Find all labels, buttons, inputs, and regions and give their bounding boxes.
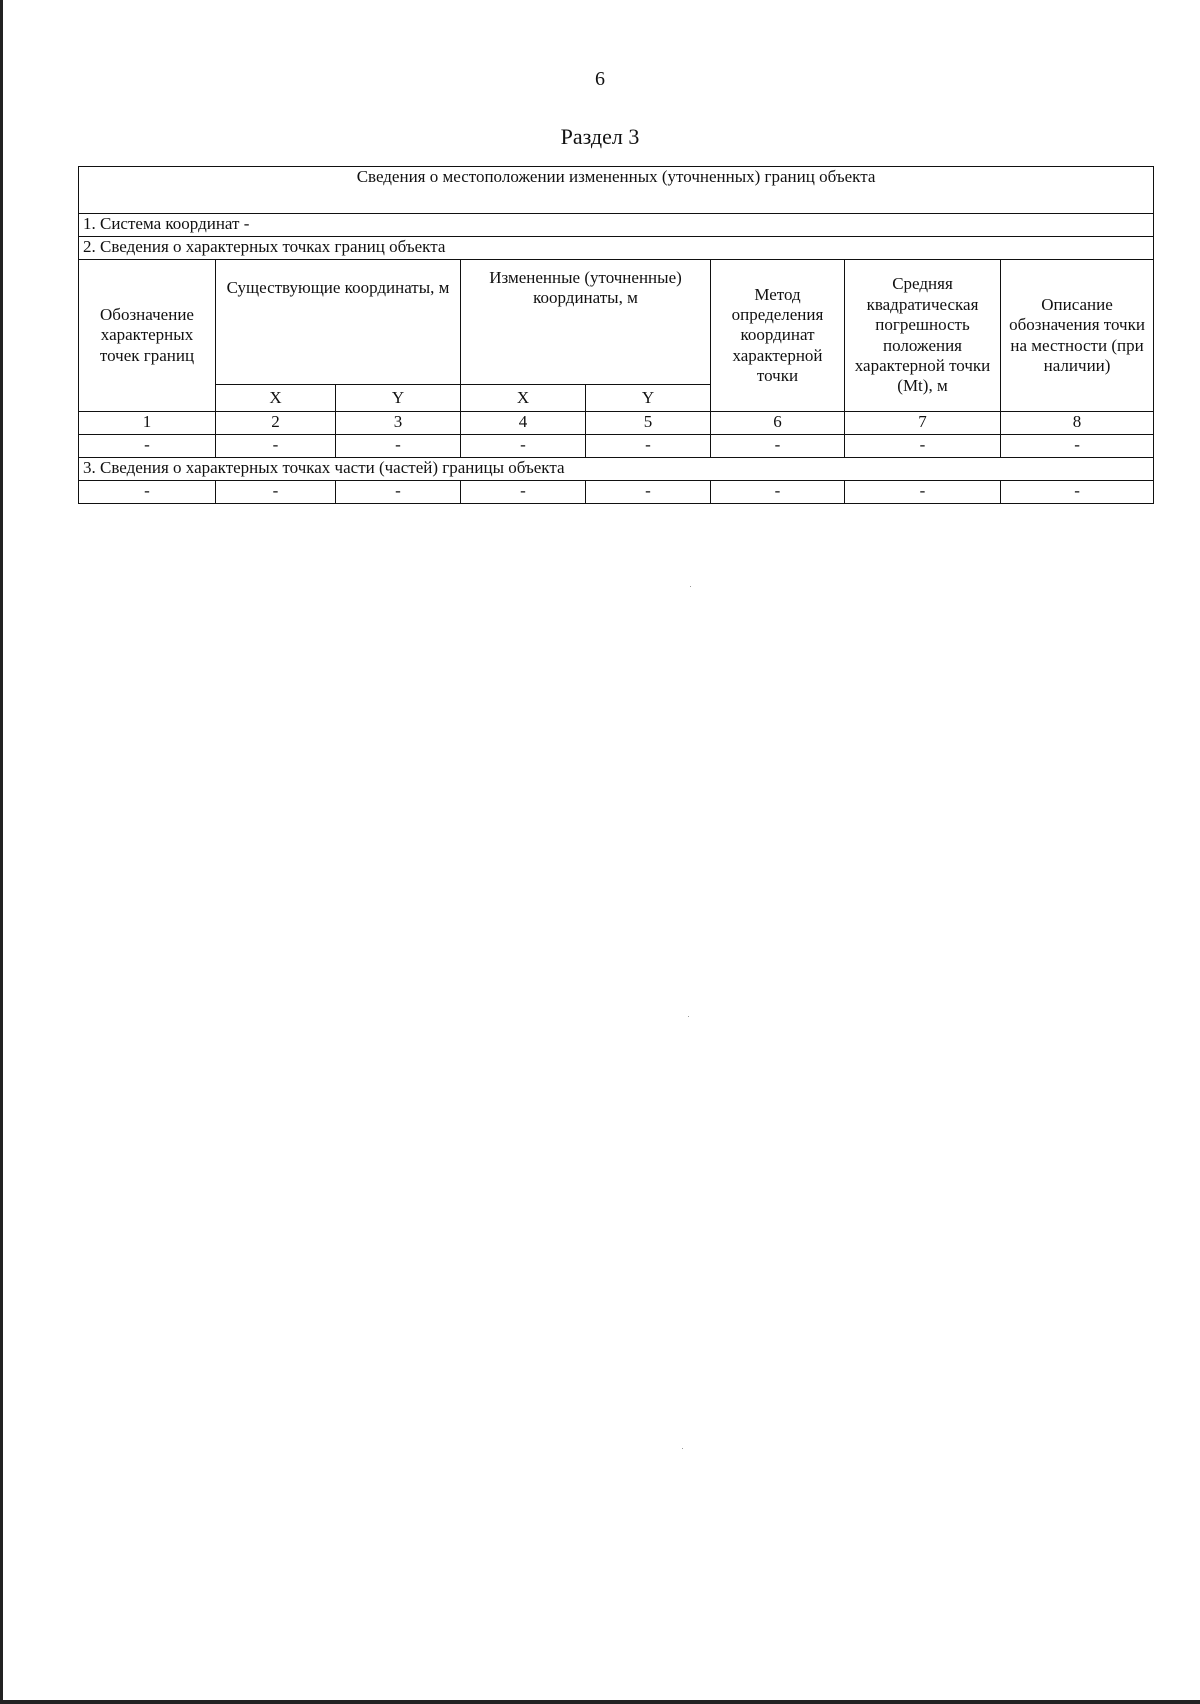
column-number: 5 <box>586 412 711 435</box>
points-cell: - <box>711 435 845 458</box>
points-cell: - <box>79 435 216 458</box>
parts-cell: - <box>216 481 336 504</box>
header-description: Описание обозначения точки на местности (при наличии) <box>1001 260 1154 412</box>
header-existing-x: X <box>216 385 336 412</box>
points-cell: - <box>586 435 711 458</box>
points-heading: 2. Сведения о характерных точках границ объекта <box>79 237 1154 260</box>
points-cell: - <box>461 435 586 458</box>
parts-cell: - <box>336 481 461 504</box>
column-number: 7 <box>845 412 1001 435</box>
coord-system-row: 1. Система координат - <box>79 214 1154 237</box>
points-cell: - <box>1001 435 1154 458</box>
parts-cell: - <box>1001 481 1154 504</box>
column-number: 4 <box>461 412 586 435</box>
header-changed-x: X <box>461 385 586 412</box>
parts-cell: - <box>79 481 216 504</box>
parts-cell: - <box>461 481 586 504</box>
column-number: 2 <box>216 412 336 435</box>
scan-edge-left <box>0 0 3 1704</box>
header-method: Метод определения координат характерной точки <box>711 260 845 412</box>
header-existing-coords: Существующие координаты, м <box>216 260 461 385</box>
scan-speck <box>688 1016 689 1017</box>
section-title: Раздел 3 <box>560 124 640 149</box>
table-title: Сведения о местоположении измененных (уточненных) границ объекта <box>79 167 1154 214</box>
header-error: Средняя квадратическая погрешность положения характерной точки (Mt), м <box>845 260 1001 412</box>
points-cell: - <box>216 435 336 458</box>
scan-speck <box>690 586 691 587</box>
page-number: 6 <box>595 68 605 90</box>
points-cell: - <box>845 435 1001 458</box>
scan-speck <box>682 1448 683 1449</box>
header-designation: Обозначение характерных точек границ <box>79 260 216 412</box>
header-existing-y: Y <box>336 385 461 412</box>
parts-cell: - <box>711 481 845 504</box>
parts-cell: - <box>586 481 711 504</box>
header-changed-coords: Измененные (уточненные) координаты, м <box>461 260 711 385</box>
parts-heading: 3. Сведения о характерных точках части (частей) границы объекта <box>79 458 1154 481</box>
column-number: 8 <box>1001 412 1154 435</box>
points-cell: - <box>336 435 461 458</box>
column-number: 3 <box>336 412 461 435</box>
column-number: 1 <box>79 412 216 435</box>
column-number: 6 <box>711 412 845 435</box>
header-changed-y: Y <box>586 385 711 412</box>
boundary-table <box>78 166 1154 504</box>
parts-cell: - <box>845 481 1001 504</box>
scan-edge-bottom <box>0 1700 1200 1704</box>
